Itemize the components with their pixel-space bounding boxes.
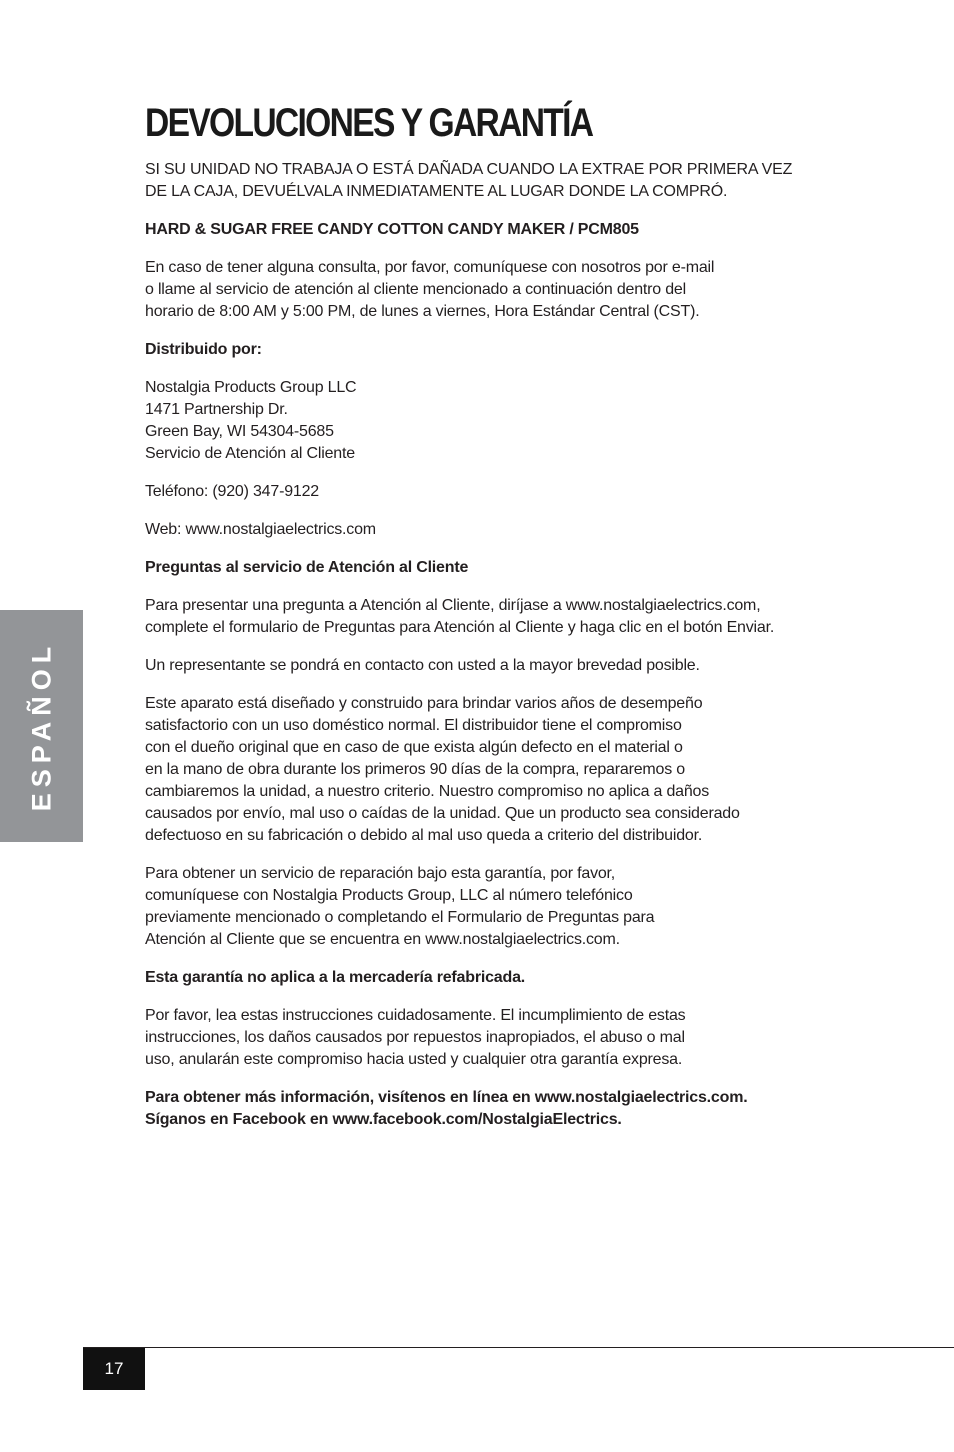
repair-service-paragraph: Para obtener un servicio de reparación bajo esta garantía, por favor, comuníquese con Nostalgia Products Group, LLC al número telefónico previamente mencionado o completando el Formulario de Preguntas para Atención al Cliente que se encuentra en www.nostalgiaelectrics.com.: [145, 865, 655, 948]
customer-service-instructions: Para presentar una pregunta a Atención al Cliente, diríjase a www.nostalgiaelectrics.com, complete el formulario de Preguntas para Atención al Cliente y haga clic en el botón Enviar.: [145, 597, 775, 636]
customer-service-heading: Preguntas al servicio de Atención al Cliente: [145, 559, 469, 576]
page-title: DEVOLUCIONES Y GARANTÍA: [145, 101, 593, 145]
page-content: [145, 100, 885, 1147]
contact-hours-paragraph: En caso de tener alguna consulta, por favor, comuníquese con nosotros por e-mail o llame al servicio de atención al cliente mencionado a continuación dentro del horario de 8:00 AM y 5:00 PM, de lunes a viernes, Hora Estándar Central (CST).: [145, 259, 715, 320]
footer-rule: [83, 1347, 954, 1348]
distributor-heading: Distribuido por:: [145, 341, 262, 358]
warranty-terms: Este aparato está diseñado y construido para brindar varios años de desempeño satisfactorio con un uso doméstico normal. El distribuidor tiene el compromiso con el dueño original que en caso de que exista algún defecto en el material o en la mano de obra durante los primeros 90 días de la compra, repararemos o cambiaremos la unidad, a nuestro criterio. Nuestro compromiso no aplica a daños causados por envío, mal uso o caídas de la unidad. Que un producto sea considerado defectuoso en su fabricación o debido al mal uso queda a criterio del distribuidor.: [145, 695, 740, 844]
page-number: 17: [83, 1348, 145, 1390]
refurbished-notice: Esta garantía no aplica a la mercadería refabricada.: [145, 969, 526, 986]
phone-line: Teléfono: (920) 347-9122: [145, 483, 319, 500]
instructions-warning: Por favor, lea estas instrucciones cuidadosamente. El incumplimiento de estas instrucciones, los daños causados por repuestos inapropiados, el abuso o mal uso, anularán este compromiso hacia usted y cualquier otra garantía expresa.: [145, 1007, 686, 1068]
product-name: HARD & SUGAR FREE CANDY COTTON CANDY MAKER / PCM805: [145, 221, 639, 238]
representative-contact: Un representante se pondrá en contacto con usted a la mayor brevedad posible.: [145, 657, 700, 674]
intro-notice: SI SU UNIDAD NO TRABAJA O ESTÁ DAÑADA CUANDO LA EXTRAE POR PRIMERA VEZ DE LA CAJA, DEVUÉLVALA INMEDIATAMENTE AL LUGAR DONDE LA COMPRÓ.: [145, 161, 793, 200]
language-tab: [0, 610, 83, 842]
language-tab-label: ESPAÑOL: [26, 640, 56, 812]
more-info-paragraph: Para obtener más información, visítenos en línea en www.nostalgiaelectrics.com. Síganos en Facebook en www.facebook.com/NostalgiaElectrics.: [145, 1089, 748, 1128]
web-line: Web: www.nostalgiaelectrics.com: [145, 521, 376, 538]
distributor-address: Nostalgia Products Group LLC 1471 Partnership Dr. Green Bay, WI 54304-5685 Servicio de Atención al Cliente: [145, 379, 357, 462]
